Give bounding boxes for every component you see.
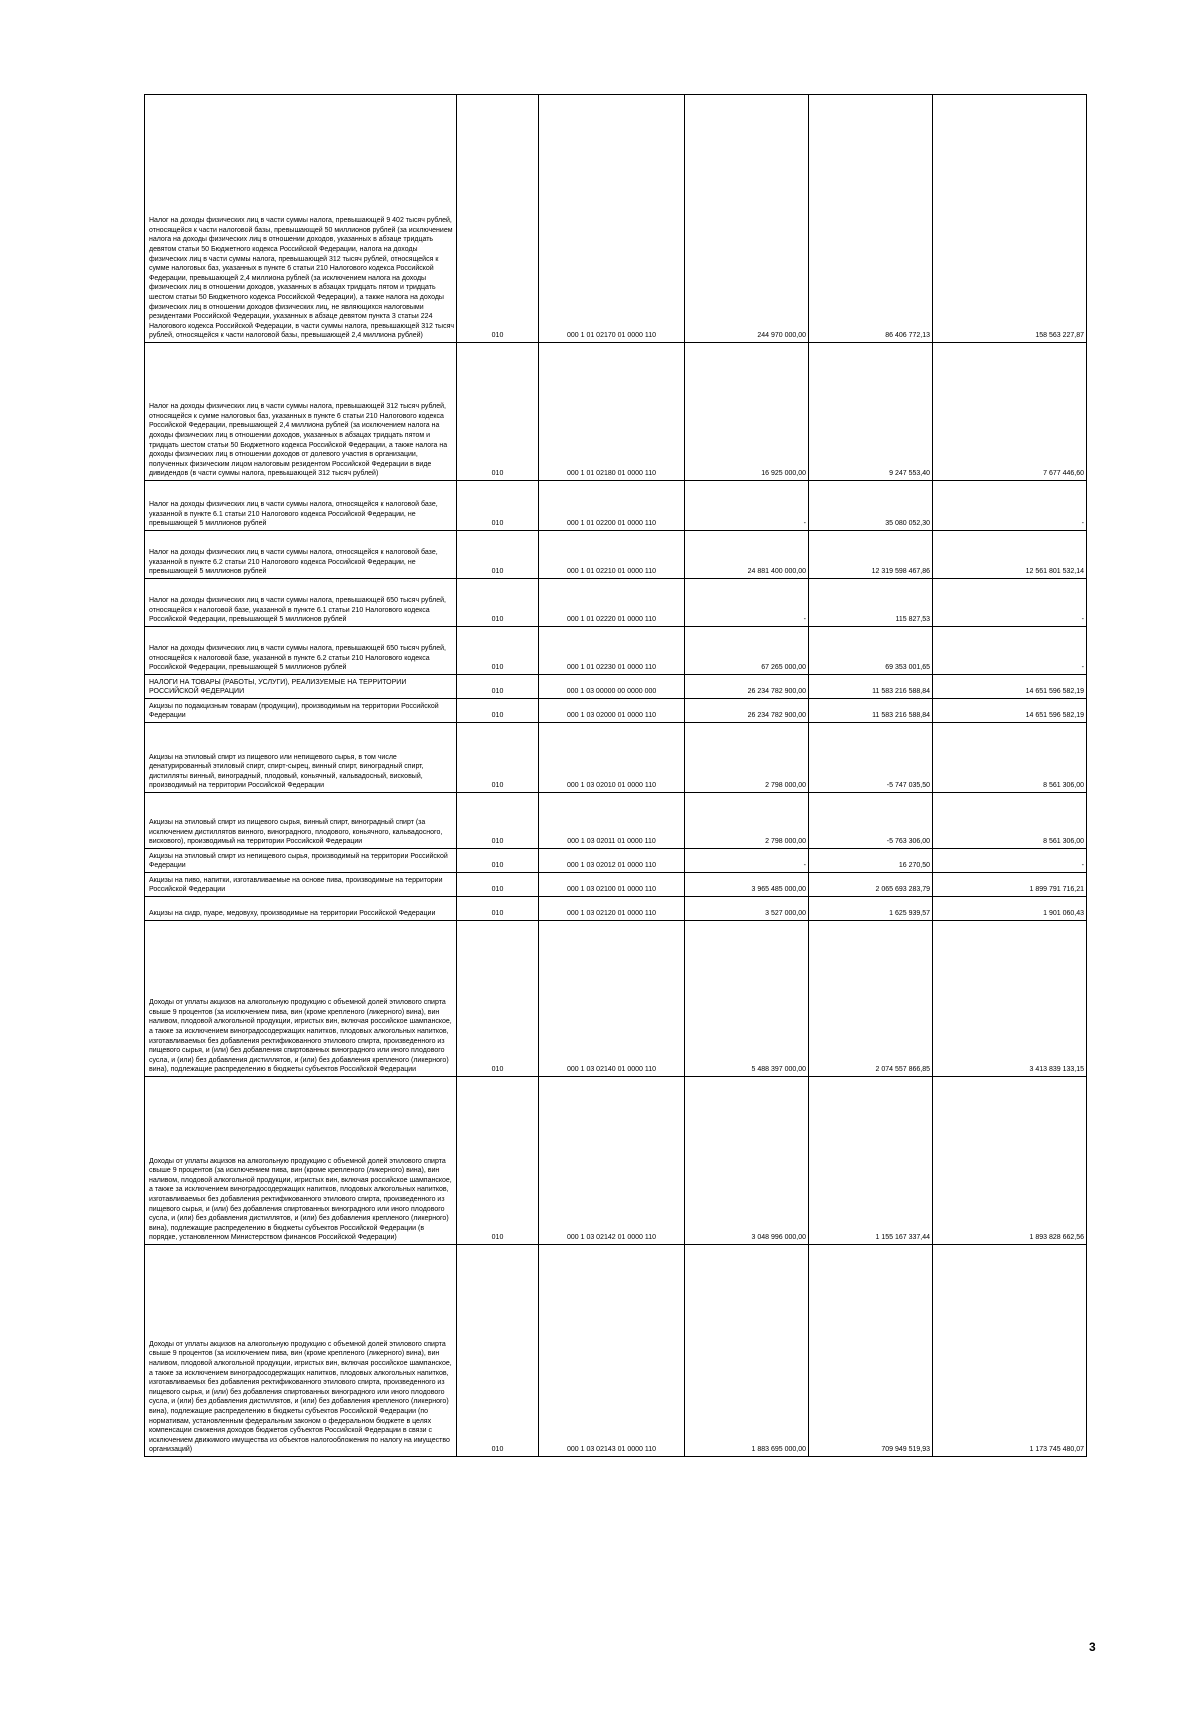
row-name: Доходы от уплаты акцизов на алкогольную продукцию с объемной долей этилового спирта свыше 9 процентов (за исключением пива, вин (кроме крепленого (ликерного) вина), вин наливом, плодовой алкогольной продукции, игристых вин, включая российское шампанское, а также за исключением виноградосодержащих напитков, плодовых алкогольных напитков, изготавливаемых без добавления ректификованного этилового спирта, произведенного из пищевого сырья, и (или) без добавления спиртованных виноградного или иного плодового сусла, и (или) без добавления дистиллятов, и (или) без добавления крепленого (ликерного) вина), подлежащие распределению в бюджеты субъектов Российской Федерации: [145, 921, 457, 1077]
row-approved: 3 965 485 000,00: [685, 873, 809, 897]
row-unexecuted: 158 563 227,87: [933, 95, 1087, 343]
row-executed: 709 949 519,93: [809, 1245, 933, 1457]
table-row: [145, 531, 1087, 579]
row-name: Налог на доходы физических лиц в части суммы налога, относящейся к налоговой базе, указанной в пункте 6.2 статьи 210 Налогового кодекса Российской Федерации, не превышающей 5 миллионов рублей: [145, 531, 457, 579]
row-executed: 11 583 216 588,84: [809, 675, 933, 699]
row-approved: 3 527 000,00: [685, 897, 809, 921]
row-unexecuted: 1 899 791 716,21: [933, 873, 1087, 897]
row-executed: 1 625 939,57: [809, 897, 933, 921]
row-unexecuted: 3 413 839 133,15: [933, 921, 1087, 1077]
row-budget-code: 000 1 01 02170 01 0000 110: [539, 95, 685, 343]
row-name: Налог на доходы физических лиц в части суммы налога, превышающей 650 тысяч рублей, относящейся к налоговой базе, указанной в пункте 6.2 статьи 210 Налогового кодекса Российской Федерации, превышающей 5 миллионов рублей: [145, 627, 457, 675]
row-name: Доходы от уплаты акцизов на алкогольную продукцию с объемной долей этилового спирта свыше 9 процентов (за исключением пива, вин (кроме крепленого (ликерного) вина), вин наливом, плодовой алкогольной продукции, игристых вин, включая российское шампанское, а также за исключением виноградосодержащих напитков, плодовых алкогольных напитков, изготавливаемых без добавления ректификованного этилового спирта, произведенного из пищевого сырья, и (или) без добавления спиртованных виноградного или иного плодового сусла, и (или) без добавления дистиллятов, и (или) без добавления крепленого (ликерного) вина), подлежащие распределению в бюджеты субъектов Российской Федерации (в порядке, установленном Министерством финансов Российской Федерации): [145, 1077, 457, 1245]
row-executed: 16 270,50: [809, 849, 933, 873]
row-budget-code: 000 1 01 02200 01 0000 110: [539, 481, 685, 531]
page-number: 3: [1089, 1640, 1096, 1654]
row-budget-code: 000 1 03 02000 01 0000 110: [539, 699, 685, 723]
row-executed: 1 155 167 337,44: [809, 1077, 933, 1245]
row-approved: 26 234 782 900,00: [685, 699, 809, 723]
row-budget-code: 000 1 03 02120 01 0000 110: [539, 897, 685, 921]
row-unexecuted: -: [933, 481, 1087, 531]
row-name: Налог на доходы физических лиц в части суммы налога, относящейся к налоговой базе, указанной в пункте 6.1 статьи 210 Налогового кодекса Российской Федерации, не превышающей 5 миллионов рублей: [145, 481, 457, 531]
row-line-code: 010: [457, 699, 539, 723]
row-approved: -: [685, 579, 809, 627]
row-approved: 5 488 397 000,00: [685, 921, 809, 1077]
row-line-code: 010: [457, 1245, 539, 1457]
row-name: Акцизы по подакцизным товарам (продукции), производимым на территории Российской Федерации: [145, 699, 457, 723]
row-executed: 69 353 001,65: [809, 627, 933, 675]
table-row: [145, 1245, 1087, 1457]
row-approved: 2 798 000,00: [685, 723, 809, 793]
revenue-table: [144, 94, 1087, 1457]
table-row: [145, 897, 1087, 921]
row-unexecuted: 14 651 596 582,19: [933, 699, 1087, 723]
row-executed: 11 583 216 588,84: [809, 699, 933, 723]
row-line-code: 010: [457, 481, 539, 531]
row-budget-code: 000 1 03 02142 01 0000 110: [539, 1077, 685, 1245]
row-budget-code: 000 1 03 02100 01 0000 110: [539, 873, 685, 897]
row-budget-code: 000 1 01 02230 01 0000 110: [539, 627, 685, 675]
row-name: Акцизы на пиво, напитки, изготавливаемые на основе пива, производимые на территории Российской Федерации: [145, 873, 457, 897]
row-unexecuted: 8 561 306,00: [933, 723, 1087, 793]
row-budget-code: 000 1 03 00000 00 0000 000: [539, 675, 685, 699]
table-row: [145, 579, 1087, 627]
table-row: [145, 481, 1087, 531]
row-name: Акцизы на сидр, пуаре, медовуху, производимые на территории Российской Федерации: [145, 897, 457, 921]
row-executed: 35 080 052,30: [809, 481, 933, 531]
row-unexecuted: 7 677 446,60: [933, 343, 1087, 481]
row-line-code: 010: [457, 531, 539, 579]
row-approved: 2 798 000,00: [685, 793, 809, 849]
row-budget-code: 000 1 03 02010 01 0000 110: [539, 723, 685, 793]
row-executed: 2 074 557 866,85: [809, 921, 933, 1077]
row-budget-code: 000 1 01 02180 01 0000 110: [539, 343, 685, 481]
row-line-code: 010: [457, 675, 539, 699]
row-budget-code: 000 1 03 02011 01 0000 110: [539, 793, 685, 849]
row-executed: -5 763 306,00: [809, 793, 933, 849]
row-line-code: 010: [457, 793, 539, 849]
table-row: [145, 723, 1087, 793]
row-line-code: 010: [457, 873, 539, 897]
row-name: Доходы от уплаты акцизов на алкогольную продукцию с объемной долей этилового спирта свыше 9 процентов (за исключением пива, вин (кроме крепленого (ликерного) вина), вин наливом, плодовой алкогольной продукции, игристых вин, включая российское шампанское, а также за исключением виноградосодержащих напитков, плодовых алкогольных напитков, изготавливаемых без добавления ректификованного этилового спирта, произведенного из пищевого сырья, и (или) без добавления спиртованных виноградного или иного плодового сусла, и (или) без добавления дистиллятов, и (или) без добавления крепленого (ликерного) вина), подлежащие распределению в бюджеты субъектов Российской Федерации (по нормативам, установленным федеральным законом о федеральном бюджете в целях компенсации снижения доходов бюджетов субъектов Российской Федерации в связи с исключением движимого имущества из объектов налогообложения по налогу на имущество организаций): [145, 1245, 457, 1457]
table-row: [145, 921, 1087, 1077]
row-line-code: 010: [457, 343, 539, 481]
row-line-code: 010: [457, 1077, 539, 1245]
row-name: Акцизы на этиловый спирт из пищевого или непищевого сырья, в том числе денатурированный этиловый спирт, спирт-сырец, винный спирт, виноградный спирт, дистилляты винный, виноградный, плодовый, коньячный, кальвадосный, висковый, производимый на территории Российской Федерации: [145, 723, 457, 793]
table-row: [145, 95, 1087, 343]
row-line-code: 010: [457, 921, 539, 1077]
row-approved: 24 881 400 000,00: [685, 531, 809, 579]
table-row: [145, 793, 1087, 849]
row-line-code: 010: [457, 897, 539, 921]
row-approved: -: [685, 849, 809, 873]
row-budget-code: 000 1 01 02210 01 0000 110: [539, 531, 685, 579]
row-name: НАЛОГИ НА ТОВАРЫ (РАБОТЫ, УСЛУГИ), РЕАЛИЗУЕМЫЕ НА ТЕРРИТОРИИ РОССИЙСКОЙ ФЕДЕРАЦИИ: [145, 675, 457, 699]
row-executed: 9 247 553,40: [809, 343, 933, 481]
row-approved: 3 048 996 000,00: [685, 1077, 809, 1245]
row-unexecuted: 8 561 306,00: [933, 793, 1087, 849]
table-row: [145, 343, 1087, 481]
row-line-code: 010: [457, 723, 539, 793]
row-executed: 86 406 772,13: [809, 95, 933, 343]
table-row: [145, 699, 1087, 723]
row-budget-code: 000 1 03 02143 01 0000 110: [539, 1245, 685, 1457]
row-unexecuted: -: [933, 627, 1087, 675]
table-row: [145, 675, 1087, 699]
row-unexecuted: -: [933, 849, 1087, 873]
row-approved: 1 883 695 000,00: [685, 1245, 809, 1457]
row-approved: 26 234 782 900,00: [685, 675, 809, 699]
table-row: [145, 873, 1087, 897]
row-unexecuted: 1 893 828 662,56: [933, 1077, 1087, 1245]
row-approved: -: [685, 481, 809, 531]
table-row: [145, 1077, 1087, 1245]
row-unexecuted: 14 651 596 582,19: [933, 675, 1087, 699]
row-executed: -5 747 035,50: [809, 723, 933, 793]
row-line-code: 010: [457, 849, 539, 873]
row-name: Налог на доходы физических лиц в части суммы налога, превышающей 9 402 тысяч рублей, относящейся к части налоговой базы, превышающей 50 миллионов рублей (за исключением налога на доходы физических лиц в отношении доходов, указанных в абзаце тридцать девятом статьи 50 Бюджетного кодекса Российской Федерации, налога на доходы физических лиц в части суммы налога, превышающей 312 тысяч рублей, относящейся к сумме налоговых баз, указанных в пункте 6 статьи 210 Налогового кодекса Российской Федерации, превышающей 2,4 миллиона рублей (за исключением налога на доходы физических лиц в отношении доходов, указанных в абзацах тридцать пятом и тридцать шестом статьи 50 Бюджетного кодекса Российской Федерации), а также налога на доходы физических лиц в отношении доходов физических лиц, не являющихся налоговыми резидентами Российской Федерации, указанных в абзаце девятом пункта 3 статьи 224 Налогового кодекса Российской Федерации, в части суммы налога, превышающей 312 тысяч рублей, относящейся к части налоговой базы, превышающей 2,4 миллиона рублей): [145, 95, 457, 343]
row-name: Налог на доходы физических лиц в части суммы налога, превышающей 650 тысяч рублей, относящейся к налоговой базе, указанной в пункте 6.1 статьи 210 Налогового кодекса Российской Федерации, превышающей 5 миллионов рублей: [145, 579, 457, 627]
row-budget-code: 000 1 03 02140 01 0000 110: [539, 921, 685, 1077]
row-name: Акцизы на этиловый спирт из непищевого сырья, производимый на территории Российской Федерации: [145, 849, 457, 873]
row-executed: 115 827,53: [809, 579, 933, 627]
row-unexecuted: 12 561 801 532,14: [933, 531, 1087, 579]
row-line-code: 010: [457, 627, 539, 675]
row-approved: 244 970 000,00: [685, 95, 809, 343]
row-name: Налог на доходы физических лиц в части суммы налога, превышающей 312 тысяч рублей, относящейся к сумме налоговых баз, указанных в пункте 6 статьи 210 Налогового кодекса Российской Федерации, превышающей 2,4 миллиона рублей (за исключением налога на доходы физических лиц в отношении доходов, указанных в абзацах тридцать пятом и тридцать шестом статьи 50 Бюджетного кодекса Российской Федерации, а также налога на доходы физических лиц в отношении доходов от долевого участия в организации, полученных физическим лицом налоговым резидентом Российской Федерации в виде дивидендов (в части суммы налога, превышающей 312 тысяч рублей): [145, 343, 457, 481]
row-line-code: 010: [457, 95, 539, 343]
row-unexecuted: 1 901 060,43: [933, 897, 1087, 921]
row-executed: 12 319 598 467,86: [809, 531, 933, 579]
row-budget-code: 000 1 01 02220 01 0000 110: [539, 579, 685, 627]
row-unexecuted: -: [933, 579, 1087, 627]
row-executed: 2 065 693 283,79: [809, 873, 933, 897]
table-row: [145, 627, 1087, 675]
row-line-code: 010: [457, 579, 539, 627]
row-name: Акцизы на этиловый спирт из пищевого сырья, винный спирт, виноградный спирт (за исключением дистиллятов винного, виноградного, плодового, коньячного, кальвадосного, вискового), производимый на территории Российской Федерации: [145, 793, 457, 849]
row-unexecuted: 1 173 745 480,07: [933, 1245, 1087, 1457]
row-approved: 67 265 000,00: [685, 627, 809, 675]
table-row: [145, 849, 1087, 873]
row-approved: 16 925 000,00: [685, 343, 809, 481]
row-budget-code: 000 1 03 02012 01 0000 110: [539, 849, 685, 873]
